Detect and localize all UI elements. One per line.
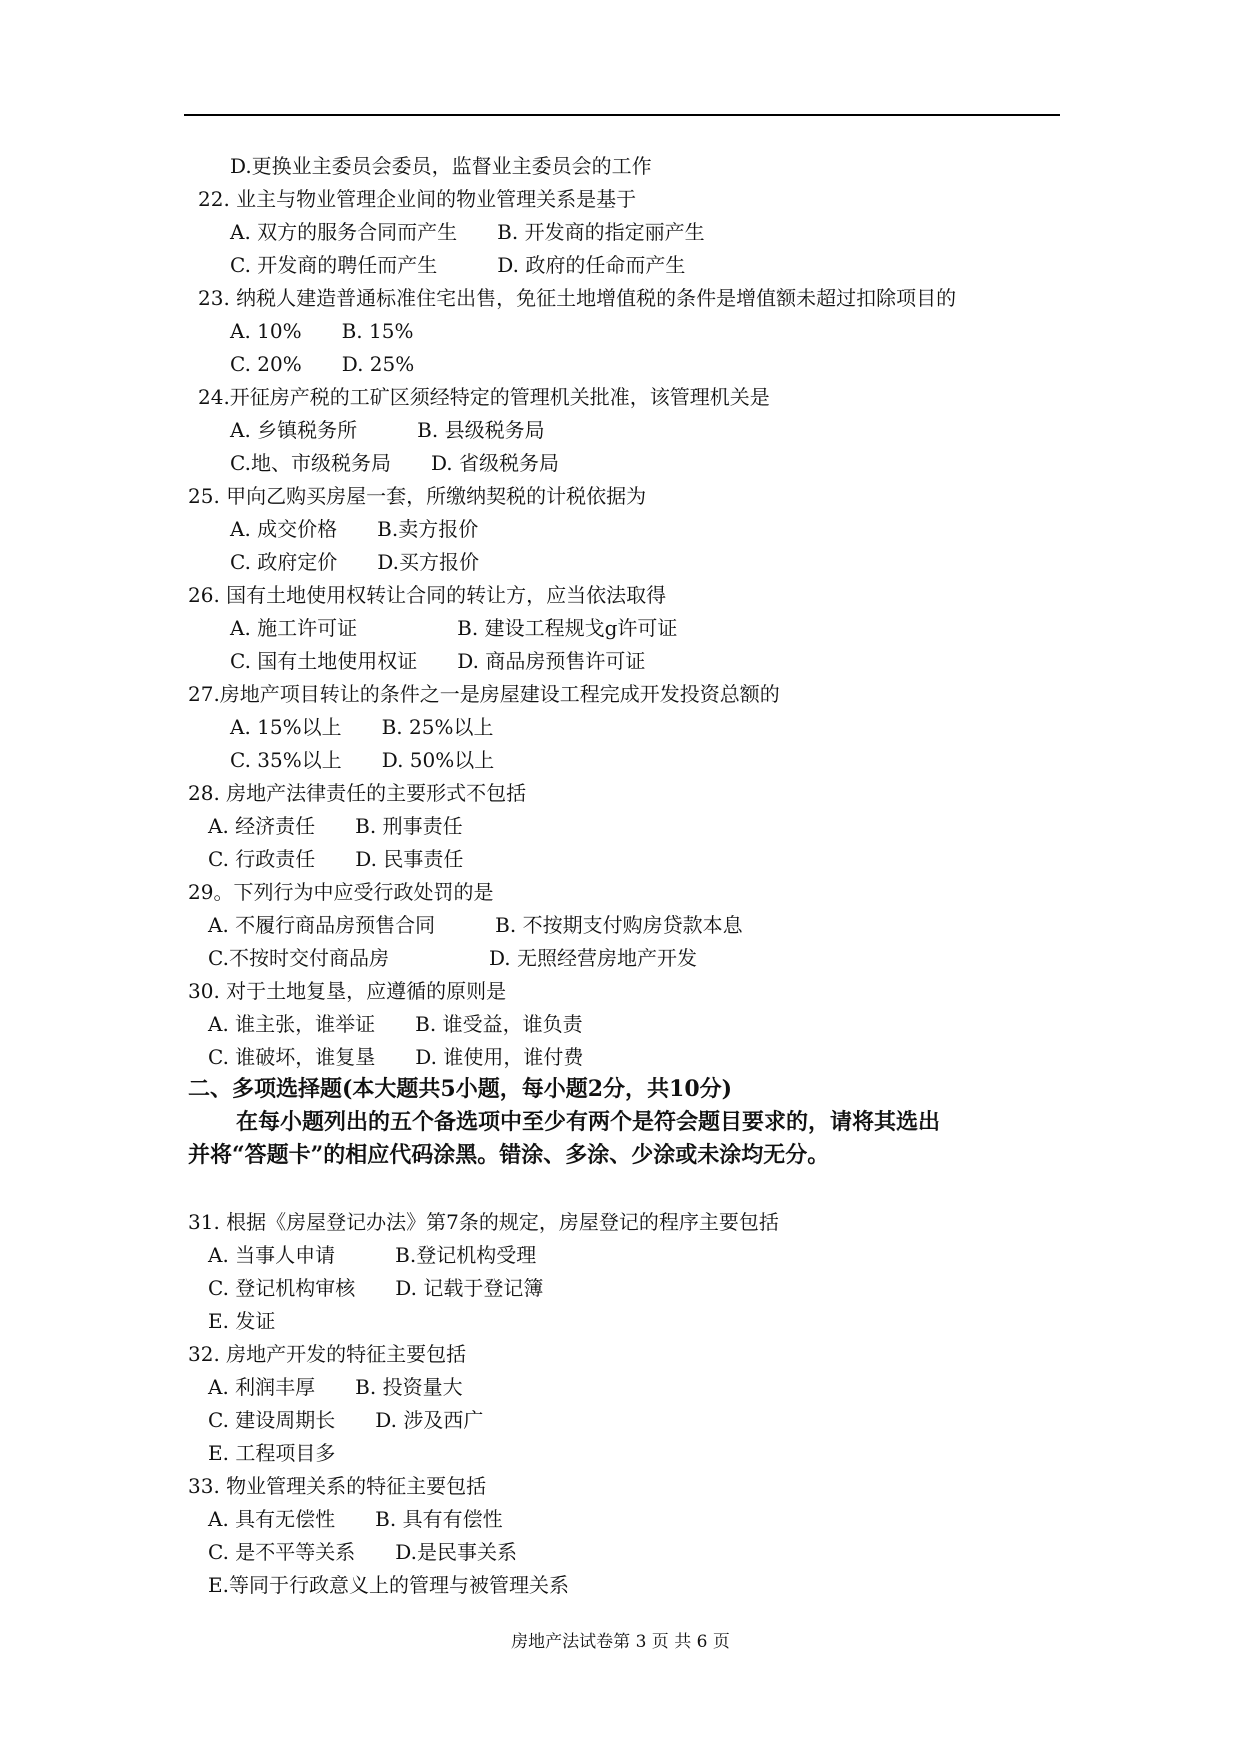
option-line: E.等同于行政意义上的管理与被管理关系 <box>208 1573 569 1597</box>
question-27: 27.房地产项目转让的条件之一是房屋建设工程完成开发投资总额的 <box>188 682 780 706</box>
option-line: C. 国有土地使用权证 D. 商品房预售许可证 <box>230 649 646 673</box>
question-29: 29。下列行为中应受行政处罚的是 <box>188 880 494 904</box>
question-24: 24.开征房产税的工矿区须经特定的管理机关批准，该管理机关是 <box>198 385 770 409</box>
option-line: C. 登记机构审核 D. 记载于登记簿 <box>208 1276 544 1300</box>
question-33: 33. 物业管理关系的特征主要包括 <box>188 1474 487 1498</box>
option-line: A. 乡镇税务所 B. 县级税务局 <box>230 418 545 442</box>
option-line: C. 建设周期长 D. 涉及西广 <box>208 1408 484 1432</box>
option-line: A. 双方的服务合同而产生 B. 开发商的指定丽产生 <box>230 220 705 244</box>
question-22: 22. 业主与物业管理企业间的物业管理关系是基于 <box>198 187 637 211</box>
page-footer: 房地产法试卷第 3 页 共 6 页 <box>511 1632 730 1652</box>
option-line: A. 经济责任 B. 刑事责任 <box>208 814 463 838</box>
question-25: 25. 甲向乙购买房屋一套，所缴纳契税的计税依据为 <box>188 484 647 508</box>
option-line: A. 不履行商品房预售合同 B. 不按期支付购房贷款本息 <box>208 913 743 937</box>
option-line: A. 成交价格 B.卖方报价 <box>230 517 479 541</box>
question-30: 30. 对于土地复垦，应遵循的原则是 <box>188 979 507 1003</box>
option-line: E. 发证 <box>208 1309 276 1333</box>
option-line: C.地、市级税务局 D. 省级税务局 <box>230 451 559 475</box>
option-line: A. 利润丰厚 B. 投资量大 <box>208 1375 463 1399</box>
option-line: A. 具有无偿性 B. 具有有偿性 <box>208 1507 503 1531</box>
section-instructions: 并将“答题卡”的相应代码涂黑。错涂、多涂、少涂或未涂均无分。 <box>188 1142 830 1168</box>
option-line: C. 是不平等关系 D.是民事关系 <box>208 1540 517 1564</box>
section-instructions: 在每小题列出的五个备选项中至少有两个是符会题目要求的，请将其选出 <box>236 1109 941 1135</box>
question-32: 32. 房地产开发的特征主要包括 <box>188 1342 467 1366</box>
header-rule <box>184 114 1060 116</box>
option-line: A. 15%以上 B. 25%以上 <box>230 715 494 739</box>
option-line: A. 当事人申请 B.登记机构受理 <box>208 1243 537 1267</box>
option-line: C.不按时交付商品房 D. 无照经营房地产开发 <box>208 946 697 970</box>
option-line: A. 10% B. 15% <box>230 319 414 343</box>
option-line: A. 施工许可证 B. 建设工程规戈g许可证 <box>230 616 678 640</box>
option-line: C. 政府定价 D.买方报价 <box>230 550 479 574</box>
option-line: A. 谁主张，谁举证 B. 谁受益，谁负责 <box>208 1012 583 1036</box>
option-line: C. 开发商的聘任而产生 D. 政府的任命而产生 <box>230 253 686 277</box>
option-line: C. 行政责任 D. 民事责任 <box>208 847 464 871</box>
section-title: 二、多项选择题(本大题共5小题，每小题2分，共10分) <box>188 1076 733 1102</box>
option-line: C. 谁破坏，谁复垦 D. 谁使用，谁付费 <box>208 1045 584 1069</box>
question-23: 23. 纳税人建造普通标准住宅出售，免征土地增值税的条件是增值额未超过扣除项目的 <box>198 286 957 310</box>
option-line: C. 35%以上 D. 50%以上 <box>230 748 495 772</box>
question-31: 31. 根据《房屋登记办法》第7条的规定，房屋登记的程序主要包括 <box>188 1210 779 1234</box>
option-line: C. 20% D. 25% <box>230 352 415 376</box>
option-line: D.更换业主委员会委员，监督业主委员会的工作 <box>230 154 652 178</box>
option-line: E. 工程项目多 <box>208 1441 336 1465</box>
question-26: 26. 国有土地使用权转让合同的转让方，应当依法取得 <box>188 583 667 607</box>
question-28: 28. 房地产法律责任的主要形式不包括 <box>188 781 527 805</box>
